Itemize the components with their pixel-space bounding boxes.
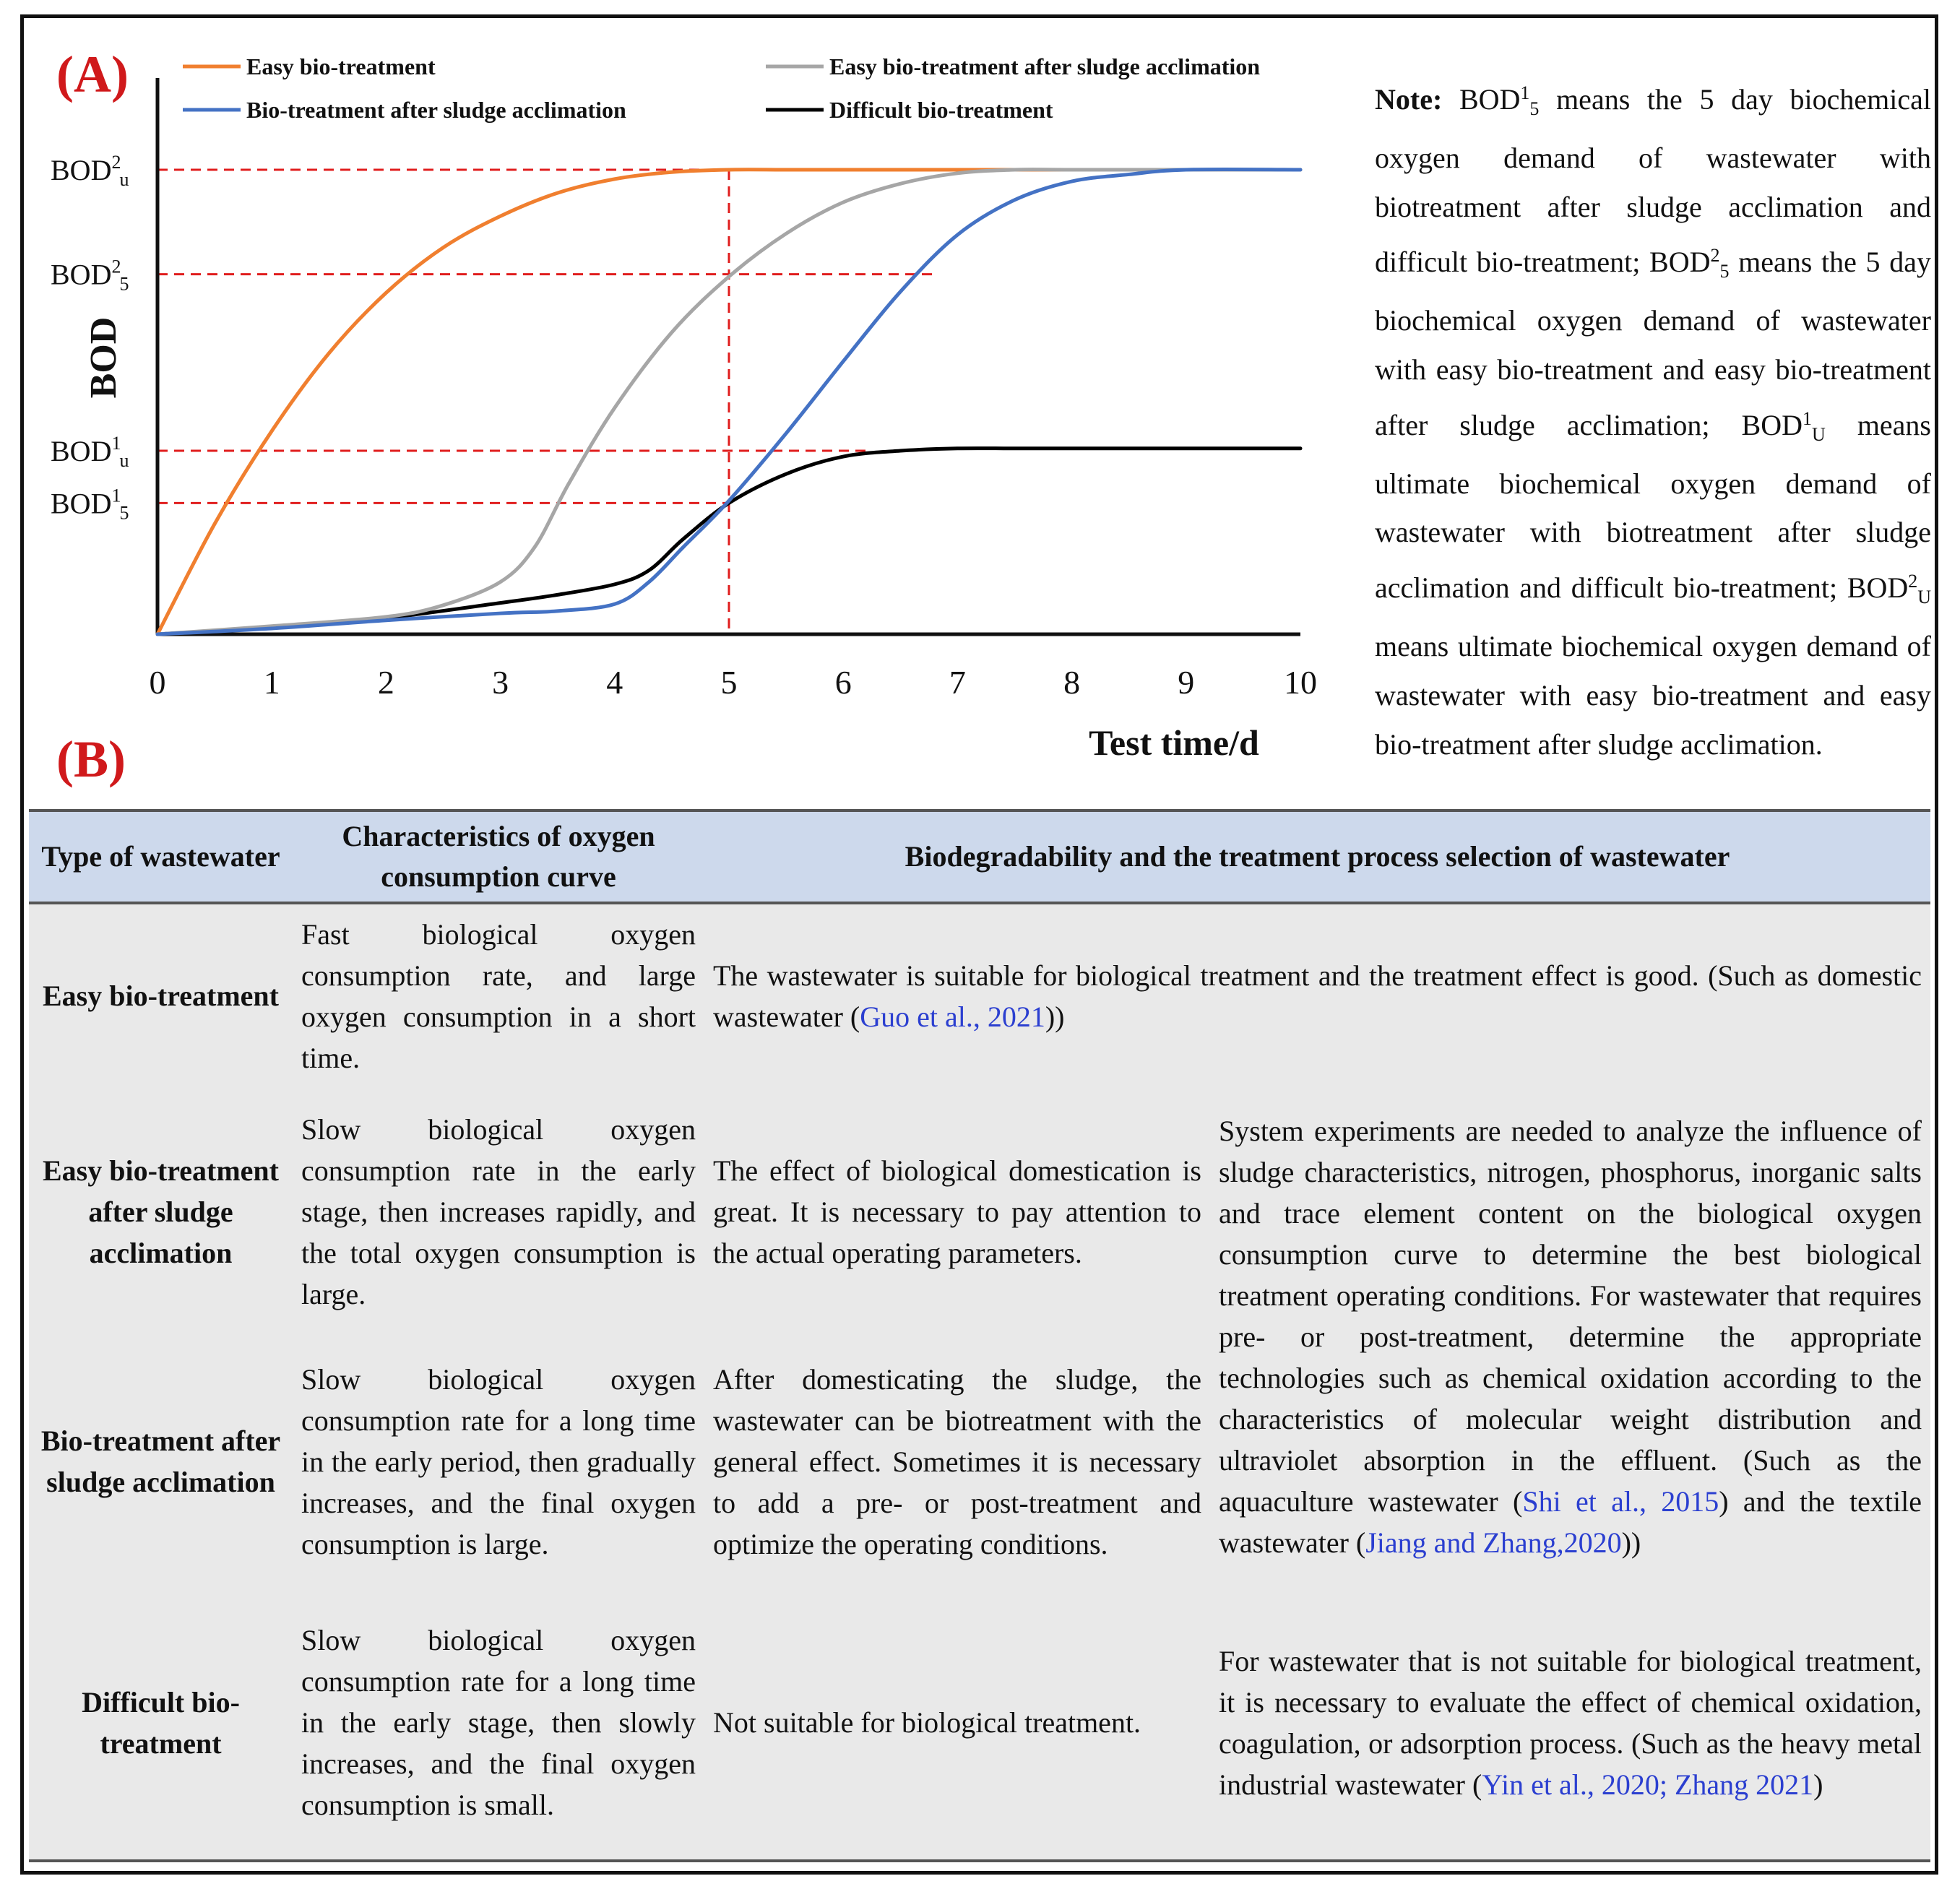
- row-characteristics: Slow biological oxygen consumption rate for a long time in the early period, then gradually increases, and the final oxygen consumption is large.: [301, 1362, 696, 1560]
- x-tick-label: 9: [1178, 664, 1195, 701]
- table-row: [29, 903, 1930, 1087]
- wastewater-table: [29, 809, 1930, 1862]
- note-text-3: means ultimate biochemical oxygen demand of wastewater with biotreatment after sludge acclimation and difficult bio-treatment;: [1375, 408, 1931, 605]
- table-row: [29, 1087, 1930, 1336]
- x-tick-label: 2: [377, 664, 394, 701]
- note-lead: Note:: [1375, 83, 1443, 116]
- citation-link[interactable]: Zhang 2021: [1674, 1768, 1814, 1801]
- y-tick-label: BOD$^1$ 5: [51, 485, 129, 524]
- citation-link[interactable]: Yin et al., 2020;: [1482, 1768, 1675, 1801]
- note-symbol-bod1-u: $BOD^1_U$: [1741, 407, 1826, 445]
- y-tick-label: BOD$^1$ u: [51, 433, 129, 472]
- row-characteristics: Fast biological oxygen consumption rate, and large oxygen consumption in a short time.: [301, 917, 696, 1074]
- citation-link[interactable]: Shi et al., 2015: [1522, 1484, 1719, 1518]
- legend-label: Bio-treatment after sludge acclimation: [246, 97, 626, 123]
- legend-label: Easy bio-treatment after sludge acclimation: [829, 53, 1261, 79]
- header-characteristics: Characteristics of oxygen consumption curve: [293, 811, 704, 903]
- table-row: [29, 1586, 1930, 1861]
- note-symbol-bod2-5: $BOD^2_5$: [1649, 245, 1730, 282]
- x-tick-label: 10: [1284, 664, 1317, 701]
- tick-labels: [51, 152, 1317, 701]
- row-type: Bio-treatment after sludge acclimation: [40, 1425, 281, 1499]
- panel-a-label: (A): [56, 46, 129, 103]
- red-guide-lines: [157, 170, 1300, 634]
- bod-chart: [0, 0, 1358, 780]
- row-biodegradability: After domesticating the sludge, the wastewater can be biotreatment with the general effect. Sometimes it is necessary to add a pre- or post-treatment and optimize the operating conditions.: [713, 1362, 1201, 1560]
- x-tick-label: 5: [720, 664, 738, 701]
- legend-label: Difficult bio-treatment: [829, 97, 1053, 123]
- x-tick-label: 0: [149, 664, 166, 701]
- row-selection-shared: System experiments are needed to analyze the influence of sludge characteristics, nitrogen, phosphorus, inorganic salts and trace element content on the biological oxygen consumption curve to determine the best biological treatment operating conditions. For wastewater that requires pre- or post-treatment, determine the appropriate technologies such as chemical oxidation according to the characteristics of molecular weight distribution and ultraviolet absorption in the effluent. (Such as the aquaculture wastewater (Shi et al., 2015) and the textile wastewater (Jiang and Zhang,2020)): [1219, 1114, 1922, 1559]
- note-text-4: means ultimate biochemical oxygen demand of wastewater with easy bio-treatment and easy bio-treatment after sludge acclimation.: [1375, 629, 1931, 761]
- x-tick-label: 6: [834, 664, 852, 701]
- row-type: Difficult bio-treatment: [29, 1586, 293, 1861]
- y-tick-label: BOD$^2$ 5: [51, 256, 129, 295]
- row-type: Easy bio-treatment: [43, 980, 279, 1013]
- note-text-2: means the 5 day biochemical oxygen demand of wastewater with easy bio-treatment and easy bio-treatment after sludge acclimation;: [1375, 246, 1931, 441]
- x-tick-label: 7: [949, 664, 966, 701]
- row-selection: The wastewater is suitable for biological treatment and the treatment effect is good. (Such as domestic wastewater (Guo et al., 2021)): [713, 959, 1922, 1033]
- note-symbol-bod1-5: $BOD^1_5$: [1459, 82, 1540, 119]
- y-axis-label: BOD: [83, 316, 124, 399]
- y-tick-label: BOD$^2$ u: [51, 152, 129, 190]
- note-symbol-bod2-u: $BOD^2_U$: [1847, 571, 1931, 608]
- x-tick-label: 4: [606, 664, 623, 701]
- legend-label: Easy bio-treatment: [246, 53, 436, 79]
- row-type: Easy bio-treatment after sludge acclimation: [43, 1154, 279, 1270]
- row-biodegradability: The effect of biological domestication is great. It is necessary to pay attention to the actual operating parameters.: [713, 1154, 1201, 1270]
- x-axis-label: Test time/d: [1089, 722, 1259, 763]
- header-selection: Biodegradability and the treatment process selection of wastewater: [704, 811, 1930, 903]
- x-tick-label: 1: [263, 664, 280, 701]
- row-biodegradability: Not suitable for biological treatment.: [704, 1586, 1210, 1861]
- header-type: Type of wastewater: [29, 811, 293, 903]
- row-selection: For wastewater that is not suitable for biological treatment, it is necessary to evaluate the effect of chemical oxidation, coagulation, or adsorption process. (Such as the heavy metal industrial wastewater (Yin et al., 2020; Zhang 2021): [1210, 1586, 1930, 1861]
- panel-b-label: (B): [56, 730, 126, 788]
- note-paragraph: [1375, 69, 1931, 769]
- citation-link[interactable]: Jiang and Zhang,2020: [1365, 1526, 1622, 1559]
- x-tick-label: 8: [1063, 664, 1081, 701]
- row-characteristics: Slow biological oxygen consumption rate in the early stage, then increases rapidly, and the total oxygen consumption is large.: [301, 1113, 696, 1311]
- row-characteristics: Slow biological oxygen consumption rate for a long time in the early stage, then slowly increases, and the final oxygen consumption is small.: [293, 1586, 704, 1861]
- x-tick-label: 3: [492, 664, 509, 701]
- note-text-1: means the 5 day biochemical oxygen demand of wastewater with biotreatment after sludge acclimation and difficult bio-treatment;: [1375, 83, 1932, 279]
- citation-link[interactable]: Guo et al., 2021: [860, 1000, 1045, 1033]
- legend: [183, 53, 1260, 123]
